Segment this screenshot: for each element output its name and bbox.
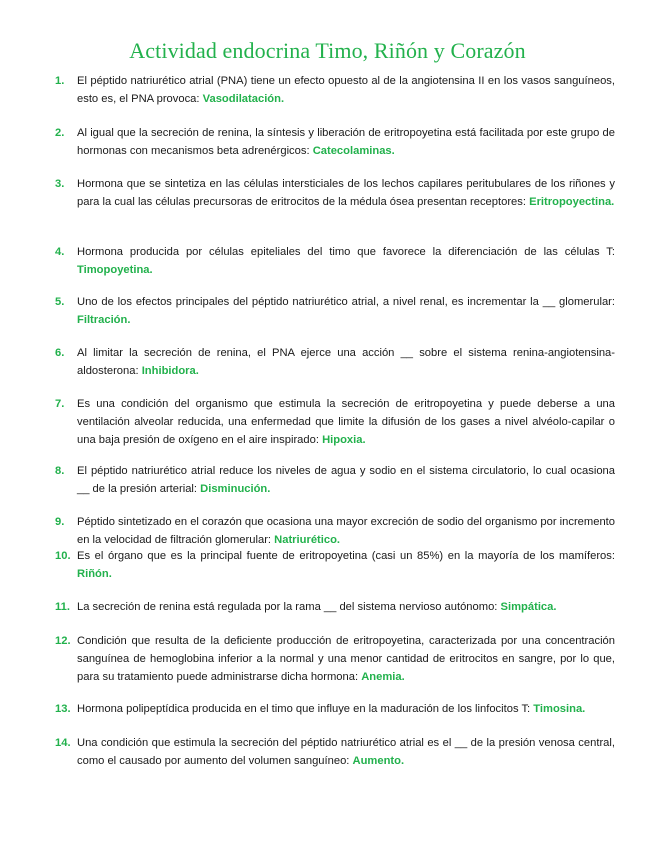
question-text: Es el órgano que es la principal fuente de eritropoyetina (casi un 85%) en la mayoría de los mamíferos: [77, 550, 615, 562]
answer: Inhibidora. [141, 365, 199, 377]
question-text: La secreción de renina está regulada por la rama __ del sistema nervioso autónomo: [77, 601, 501, 613]
question-number: 8. [55, 465, 65, 477]
question-3 [55, 175, 615, 211]
question-9 [55, 513, 615, 549]
question-text: Uno de los efectos principales del péptido natriurético atrial, a nivel renal, es incrementar la __ glomerular: [77, 296, 615, 308]
question-number: 12. [55, 635, 71, 647]
question-7 [55, 395, 615, 449]
answer: Aumento. [352, 755, 405, 767]
question-number: 6. [55, 347, 65, 359]
question-text: Hormona producida por células epiteliales del timo que favorece la diferenciación de las células T: [77, 246, 615, 258]
answer: Riñón. [77, 568, 112, 580]
answer: Timosina. [533, 703, 586, 715]
question-text: Hormona que se sintetiza en las células intersticiales de los lechos capilares peritubulares de los riñones y para la cual las células precursoras de eritrocitos de la médula ósea presentan receptores: [77, 178, 615, 208]
answer: Eritropoyectina. [529, 196, 615, 208]
question-number: 1. [55, 75, 65, 87]
question-text: Una condición que estimula la secreción del péptido natriurético atrial es el __ de la presión venosa central, como el causado por aumento del volumen sanguíneo: [77, 737, 615, 767]
answer: Catecolaminas. [312, 145, 395, 157]
question-1 [55, 72, 615, 108]
answer: Timopoyetina. [77, 264, 153, 276]
question-5 [55, 293, 615, 329]
page-title: Actividad endocrina Timo, Riñón y Corazón [129, 38, 526, 63]
answer: Vasodilatación. [202, 93, 285, 105]
question-number: 9. [55, 516, 65, 528]
question-14 [55, 734, 615, 770]
question-11 [55, 598, 615, 616]
question-number: 11. [55, 601, 70, 613]
question-text: Hormona polipeptídica producida en el timo que influye en la maduración de los linfocitos T: [77, 703, 534, 715]
question-number: 3. [55, 178, 65, 190]
question-number: 7. [55, 398, 65, 410]
question-10 [55, 547, 615, 583]
question-8 [55, 462, 615, 498]
question-number: 10. [55, 550, 71, 562]
question-number: 5. [55, 296, 65, 308]
question-number: 13. [55, 703, 71, 715]
question-text: El péptido natriurético atrial (PNA) tiene un efecto opuesto al de la angiotensina II en los vasos sanguíneos, esto es, el PNA provoca: [77, 75, 615, 105]
answer: Disminución. [200, 483, 271, 495]
question-text: Es una condición del organismo que estimula la secreción de eritropoyetina y puede deberse a una ventilación alveolar reducida, una enfermedad que limite la difusión de los gases a nivel alvéolo-capilar o una baja presión de oxígeno en el aire inspirado: [77, 398, 615, 446]
question-text: Condición que resulta de la deficiente producción de eritropoyetina, caracterizada por una concentración sanguínea de hemoglobina inferior a la normal y una menor cantidad de eritrocitos en sangre, por lo que, para su tratamiento puede administrarse dicha hormona: [77, 635, 615, 683]
question-13 [55, 700, 615, 718]
answer: Hipoxia. [322, 434, 366, 446]
question-text: Péptido sintetizado en el corazón que ocasiona una mayor excreción de sodio del organismo por incremento en la velocidad de filtración glomerular: [77, 516, 615, 546]
question-2 [55, 124, 615, 160]
question-6 [55, 344, 615, 380]
question-text: Al igual que la secreción de renina, la síntesis y liberación de eritropoyetina está facilitada por este grupo de hormonas con mecanismos beta adrenérgicos: [77, 127, 615, 157]
answer: Filtración. [77, 314, 131, 326]
question-number: 4. [55, 246, 65, 258]
question-12 [55, 632, 615, 686]
answer: Simpática. [500, 601, 557, 613]
answer: Anemia. [361, 671, 405, 683]
question-number: 2. [55, 127, 65, 139]
question-number: 14. [55, 737, 71, 749]
question-text: El péptido natriurético atrial reduce los niveles de agua y sodio en el sistema circulatorio, lo cual ocasiona __ de la presión arterial: [77, 465, 615, 495]
question-text: Al limitar la secreción de renina, el PNA ejerce una acción __ sobre el sistema renina-angiotensina-aldosterona: [77, 347, 615, 377]
question-4 [55, 243, 615, 279]
answer: Natriurético. [274, 534, 341, 546]
